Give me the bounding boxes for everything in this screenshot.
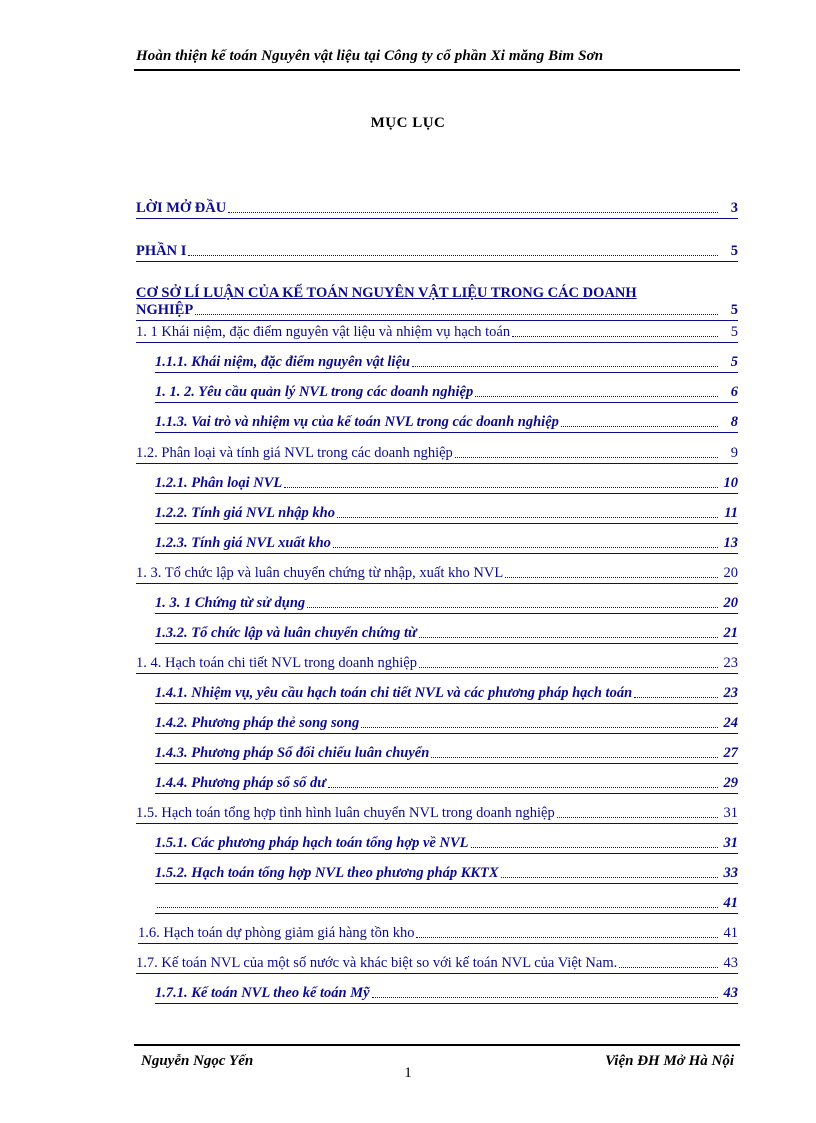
- toc-page-number: 6: [730, 384, 738, 400]
- toc-label: 1.4.3. Phương pháp Sổ đối chiếu luân chuyển: [155, 745, 430, 761]
- toc-leader: [228, 212, 718, 213]
- toc-label: 1.4.4. Phương pháp sổ số dư: [155, 775, 326, 791]
- toc-page-number: 21: [723, 625, 738, 641]
- toc-entry-1-4-4[interactable]: [155, 775, 738, 792]
- toc-entry-1-5-2[interactable]: [155, 865, 738, 882]
- toc-leader: [557, 817, 718, 818]
- toc-leader: [328, 787, 718, 788]
- toc-entry-1-2-3[interactable]: [155, 535, 738, 552]
- toc-leader: [188, 255, 718, 256]
- toc-leader: [284, 487, 718, 488]
- toc-label: 1. 3. 1 Chứng từ sử dụng: [155, 595, 306, 611]
- toc-page-number: 23: [723, 655, 738, 671]
- toc-page-number: 27: [723, 745, 738, 761]
- toc-label: 1.5. Hạch toán tổng hợp tình hình luân chuyển NVL trong doanh nghiệp: [136, 805, 555, 821]
- toc-entry-1-2-1[interactable]: [155, 475, 738, 492]
- toc-leader: [501, 877, 718, 878]
- toc-page-number: 31: [723, 835, 738, 851]
- running-header: Hoàn thiện kế toán Nguyên vật liệu tại Công ty cổ phần Xi măng Bỉm Sơn: [136, 48, 604, 64]
- toc-leader: [419, 637, 718, 638]
- toc-page-number: 9: [730, 445, 738, 461]
- toc-leader: [195, 314, 718, 315]
- toc-entry-1-7[interactable]: [136, 955, 738, 972]
- toc-label: 1.4.1. Nhiệm vụ, yêu cầu hạch toán chi tiết NVL và các phương pháp hạch toán: [155, 685, 633, 701]
- toc-page-number: 11: [724, 505, 738, 521]
- toc-leader: [475, 396, 718, 397]
- toc-page-number: 3: [730, 200, 738, 216]
- toc-page-number: 24: [723, 715, 738, 731]
- toc-leader: [505, 577, 718, 578]
- toc-entry-1-4[interactable]: [136, 655, 738, 672]
- toc-label: 1. 3. Tổ chức lập và luân chuyển chứng từ nhập, xuất kho NVL: [136, 565, 504, 581]
- toc-entry-1-3-1[interactable]: [155, 595, 738, 612]
- toc-page-number: 5: [730, 243, 738, 259]
- toc-label-line1: CƠ SỞ LÍ LUẬN CỦA KẾ TOÁN NGUYÊN VẬT LIỆU TRONG CÁC DOANH: [136, 285, 637, 301]
- toc-page-number: 5: [730, 302, 738, 318]
- toc-entry-1-2[interactable]: [136, 445, 738, 462]
- footer-rule: [134, 1044, 740, 1046]
- toc-label: 1.5.1. Các phương pháp hạch toán tổng hợp về NVL: [155, 835, 469, 851]
- toc-label: 1.2.2. Tính giá NVL nhập kho: [155, 505, 335, 521]
- toc-label-line2: NGHIỆP: [136, 302, 194, 318]
- toc-leader: [157, 907, 718, 908]
- toc-leader: [512, 336, 718, 337]
- toc-leader: [561, 426, 718, 427]
- toc-label: 1.5.2. Hạch toán tổng hợp NVL theo phương pháp KKTX: [155, 865, 499, 881]
- toc-leader: [337, 517, 718, 518]
- toc-entry-1-4-3[interactable]: [155, 745, 738, 762]
- toc-leader: [471, 847, 719, 848]
- document-title: MỤC LỤC: [370, 115, 446, 131]
- toc-page-number: 8: [730, 414, 738, 430]
- toc-label: 1.3.2. Tổ chức lập và luân chuyển chứng từ: [155, 625, 417, 641]
- toc-entry-1-2-2[interactable]: [155, 505, 738, 522]
- toc-label: 1.7.1. Kế toán NVL theo kế toán Mỹ: [155, 985, 370, 1001]
- header-rule: [134, 69, 740, 71]
- toc-label: 1. 4. Hạch toán chi tiết NVL trong doanh nghiệp: [136, 655, 417, 671]
- toc-page-number: 43: [723, 985, 738, 1001]
- toc-page-number: 31: [723, 805, 738, 821]
- toc-label: PHẦN I: [136, 243, 187, 259]
- toc-leader: [361, 727, 718, 728]
- toc-entry-phan-1[interactable]: [136, 243, 738, 260]
- toc-label: 1.1.3. Vai trò và nhiệm vụ của kế toán NVL trong các doanh nghiệp: [155, 414, 559, 430]
- toc-entry-1-5[interactable]: [136, 805, 738, 822]
- toc-entry-co-so-li-luan[interactable]: [136, 302, 738, 319]
- toc-entry-1-5-1[interactable]: [155, 835, 738, 852]
- toc-entry-1-7-1[interactable]: [155, 985, 738, 1002]
- toc-label: 1.4.2. Phương pháp thẻ song song: [155, 715, 360, 731]
- toc-leader: [333, 547, 718, 548]
- toc-page-number: 5: [730, 354, 738, 370]
- toc-entry-1-6[interactable]: [138, 925, 738, 942]
- toc-entry-1-1-2[interactable]: [155, 384, 738, 401]
- toc-label: 1.2.3. Tính giá NVL xuất kho: [155, 535, 331, 551]
- toc-label: 1.2.1. Phân loại NVL: [155, 475, 283, 491]
- toc-page-number: 41: [723, 925, 738, 941]
- toc-entry-1-1-3[interactable]: [155, 414, 738, 431]
- toc-label: 1.1.1. Khái niệm, đặc điểm nguyên vật liệu: [155, 354, 410, 370]
- toc-entry-1-1[interactable]: [136, 324, 738, 341]
- toc-label: 1.6. Hạch toán dự phòng giảm giá hàng tồn kho: [138, 925, 415, 941]
- toc-label: 1. 1 Khái niệm, đặc điểm nguyên vật liệu và nhiệm vụ hạch toán: [136, 324, 511, 340]
- toc-page-number: 5: [730, 324, 738, 340]
- toc-entry-co-so-li-luan-wrapper: [136, 285, 736, 302]
- toc-label: LỜI MỞ ĐẦU: [136, 200, 227, 216]
- page-number: 1: [404, 1065, 412, 1081]
- toc-page-number: 43: [723, 955, 738, 971]
- toc-entry-1-4-2[interactable]: [155, 715, 738, 732]
- footer-institution: Viện ĐH Mở Hà Nội: [605, 1053, 734, 1069]
- toc-entry-1-1-1[interactable]: [155, 354, 738, 371]
- toc-page-number: 10: [723, 475, 738, 491]
- toc-leader: [416, 937, 718, 938]
- toc-page-number: 20: [723, 565, 738, 581]
- toc-page-number: 41: [723, 895, 738, 911]
- toc-leader: [412, 366, 718, 367]
- toc-page-number: 29: [723, 775, 738, 791]
- toc-label: 1. 1. 2. Yêu cầu quản lý NVL trong các doanh nghiệp: [155, 384, 474, 400]
- toc-leader: [431, 757, 718, 758]
- footer-author: Nguyễn Ngọc Yến: [141, 1053, 254, 1069]
- toc-label: 1.7. Kế toán NVL của một số nước và khác biệt so với kế toán NVL của Việt Nam.: [136, 955, 618, 971]
- toc-leader: [634, 697, 718, 698]
- toc-leader: [619, 967, 718, 968]
- toc-leader: [372, 997, 718, 998]
- toc-leader: [419, 667, 718, 668]
- toc-page-number: 33: [723, 865, 738, 881]
- toc-entry-1-3[interactable]: [136, 565, 738, 582]
- toc-page-number: 23: [723, 685, 738, 701]
- toc-leader: [455, 457, 718, 458]
- toc-label: 1.2. Phân loại và tính giá NVL trong các doanh nghiệp: [136, 445, 453, 461]
- toc-entry-1-3-2[interactable]: [155, 625, 738, 642]
- toc-entry-blank[interactable]: [155, 895, 738, 912]
- toc-entry-1-4-1[interactable]: [155, 685, 738, 702]
- toc-page-number: 13: [723, 535, 738, 551]
- toc-page-number: 20: [723, 595, 738, 611]
- toc-leader: [307, 607, 718, 608]
- toc-entry-loi-mo-dau[interactable]: [136, 200, 738, 217]
